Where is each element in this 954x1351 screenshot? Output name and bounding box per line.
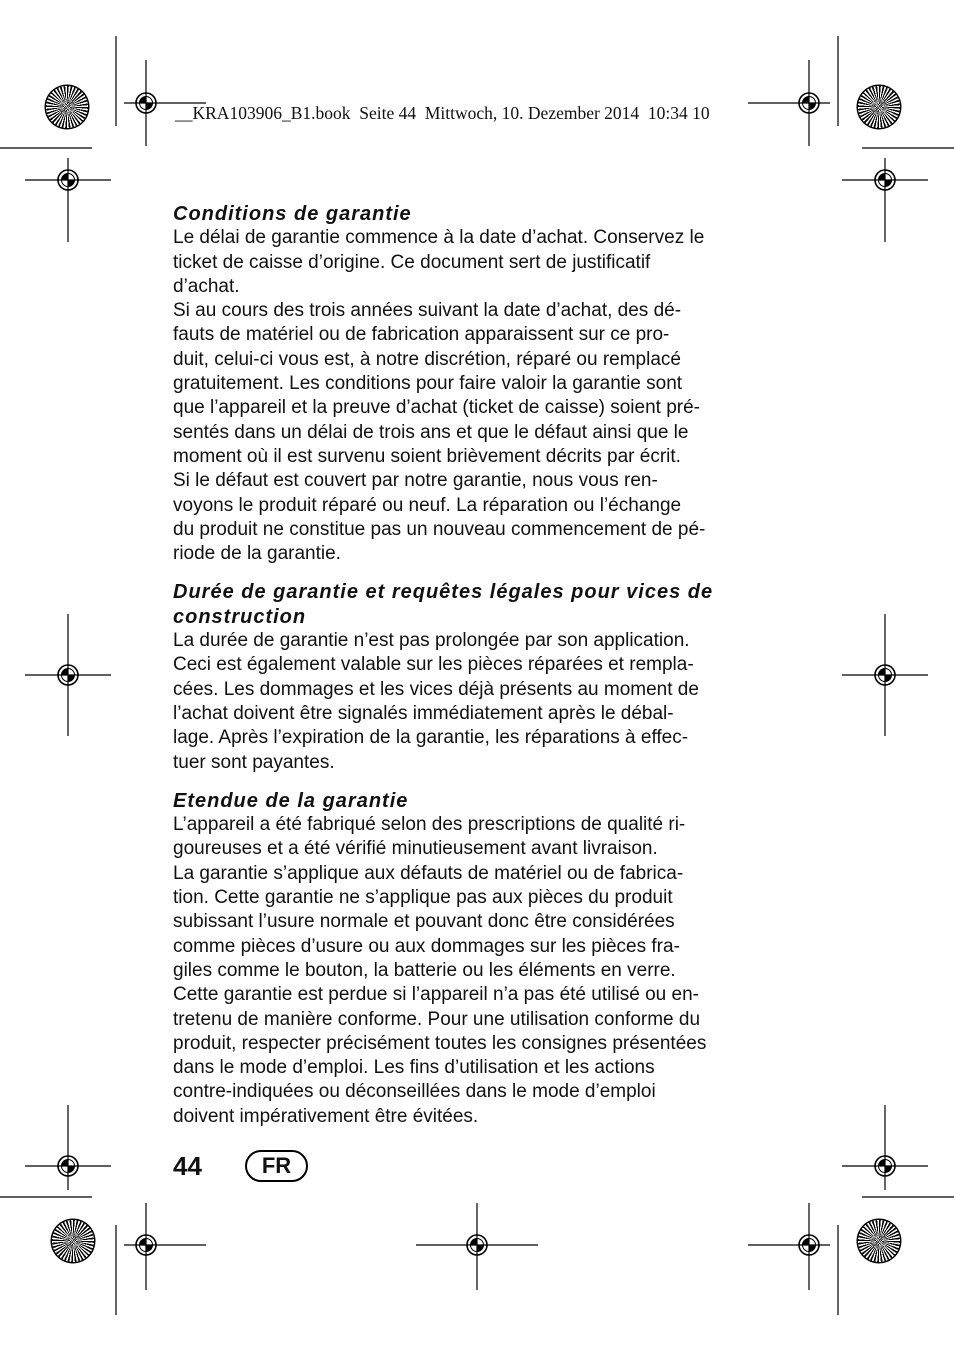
registration-mark-right-lower xyxy=(842,1105,928,1190)
section-etendue-de-la-garantie xyxy=(173,789,773,1129)
registration-mark-left-upper xyxy=(25,158,111,242)
starburst-target-top-left xyxy=(46,86,88,128)
section-duree-de-garantie xyxy=(173,580,773,774)
registration-mark-left-lower xyxy=(25,1105,111,1190)
body-line: du produit ne constitue pas un nouveau commencement de pé- xyxy=(173,518,706,540)
body-line: produit, respecter précisément toutes les consignes présentées xyxy=(173,1032,707,1054)
print-slug: __KRA103906_B1.book Seite 44 Mittwoch, 10. Dezember 2014 10:34 10 xyxy=(175,103,710,123)
body-line: riode de la garantie. xyxy=(173,543,341,565)
body-line: l’achat doivent être signalés immédiatement après le débal- xyxy=(173,702,674,724)
body-line: contre-indiquées ou déconseillées dans le mode d’emploi xyxy=(173,1081,656,1103)
body-line: doivent impérativement être évitées. xyxy=(173,1105,479,1127)
section-heading: Conditions de garantie xyxy=(173,203,412,225)
section-heading: Etendue de la garantie xyxy=(173,789,409,812)
body-line: fauts de matériel ou de fabrication apparaissent sur ce pro- xyxy=(173,324,670,346)
body-line: cées. Les dommages et les vices déjà présents au moment de xyxy=(173,678,699,700)
section-heading: construction xyxy=(173,605,307,628)
body-line: sentés dans un délai de trois ans et que le défaut ainsi que le xyxy=(173,421,689,443)
body-line: dans le mode d’emploi. Les fins d’utilisation et les actions xyxy=(173,1057,655,1079)
section-heading: Durée de garantie et requêtes légales pour vices de xyxy=(173,581,714,604)
registration-mark-right-middle xyxy=(842,614,928,736)
body-line: La garantie s’applique aux défauts de matériel ou de fabrica- xyxy=(173,862,684,884)
section-conditions-de-garantie xyxy=(173,202,773,566)
body-line: Ceci est également valable sur les pièces réparées et rempla- xyxy=(173,654,694,676)
registration-mark-top-right xyxy=(748,60,830,146)
body-line: comme pièces d’usure ou aux dommages sur les pièces fra- xyxy=(173,935,680,957)
crop-mark-bottom-right xyxy=(838,1197,954,1315)
starburst-target-bottom-left xyxy=(52,1220,94,1262)
registration-mark-left-middle xyxy=(25,614,111,736)
body-line: ticket de caisse d’origine. Ce document sert de justificatif xyxy=(173,251,651,273)
body-line: moment où il est survenu soient brièvement décrits par écrit. xyxy=(173,445,681,467)
page-number: 44 xyxy=(173,1151,202,1181)
body-line: goureuses et a été vérifié minutieusement avant livraison. xyxy=(173,838,658,860)
body-line: lage. Après l’expiration de la garantie, les réparations à effec- xyxy=(173,727,689,749)
body-line: tion. Cette garantie ne s’applique pas aux pièces du produit xyxy=(173,887,673,909)
registration-mark-bottom-left xyxy=(124,1203,206,1290)
body-line: tuer sont payantes. xyxy=(173,751,335,773)
body-line: duit, celui-ci vous est, à notre discrétion, réparé ou remplacé xyxy=(173,348,681,370)
body-line: tretenu de manière conforme. Pour une utilisation conforme du xyxy=(173,1008,701,1030)
body-line: gratuitement. Les conditions pour faire valoir la garantie sont xyxy=(173,373,683,395)
body-line: L’appareil a été fabriqué selon des prescriptions de qualité ri- xyxy=(173,814,686,836)
body-line: Si au cours des trois années suivant la date d’achat, des dé- xyxy=(173,300,682,322)
body-line: Si le défaut est couvert par notre garantie, nous vous ren- xyxy=(173,470,658,492)
starburst-target-top-right xyxy=(858,86,900,128)
registration-mark-bottom-center xyxy=(416,1203,538,1290)
body-line: voyons le produit réparé ou neuf. La réparation ou l’échange xyxy=(173,494,682,516)
crop-mark-top-right xyxy=(838,36,954,148)
body-line: Le délai de garantie commence à la date d’achat. Conservez le xyxy=(173,227,705,249)
registration-mark-right-upper xyxy=(842,158,928,242)
language-badge: FR xyxy=(245,1150,308,1182)
body-line: giles comme le bouton, la batterie ou les éléments en verre. xyxy=(173,959,676,981)
body-line: Cette garantie est perdue si l’appareil n’a pas été utilisé ou en- xyxy=(173,984,699,1006)
body-line: subissant l’usure normale et pouvant donc être considérées xyxy=(173,911,675,933)
starburst-target-bottom-right xyxy=(858,1220,900,1262)
body-line: d’achat. xyxy=(173,275,240,297)
body-line: La durée de garantie n’est pas prolongée par son application. xyxy=(173,630,690,652)
body-line: que l’appareil et la preuve d’achat (ticket de caisse) soient pré- xyxy=(173,397,701,419)
page-content xyxy=(173,202,773,1129)
registration-mark-bottom-right xyxy=(748,1203,830,1290)
